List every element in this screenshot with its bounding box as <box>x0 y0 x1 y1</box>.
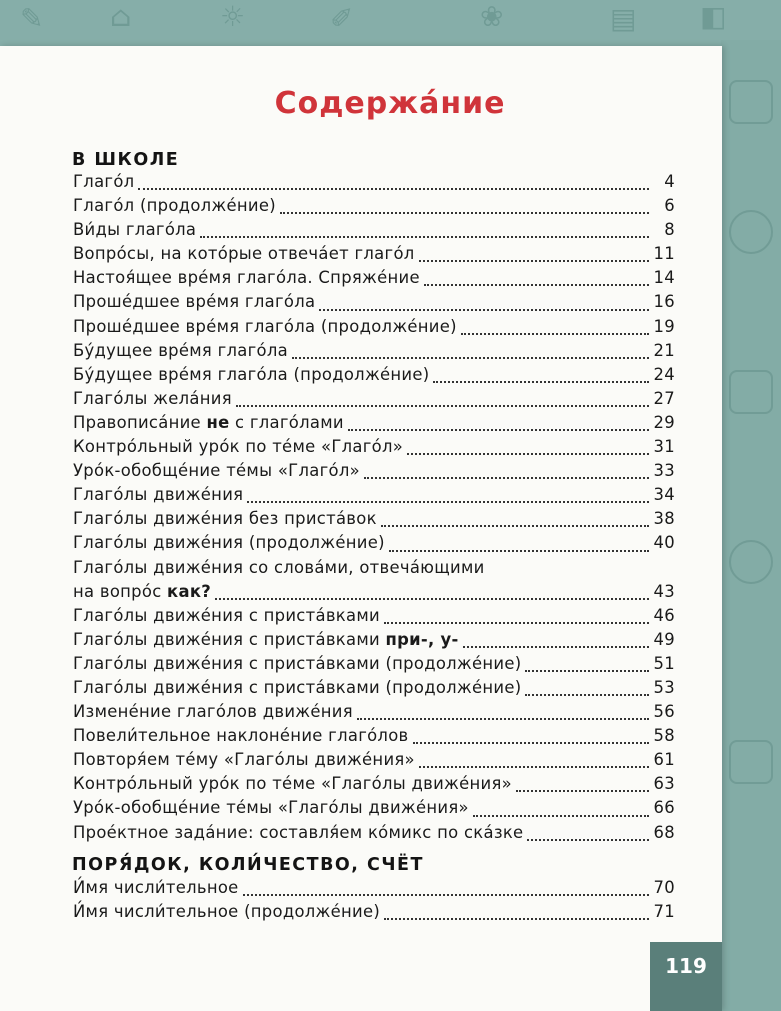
toc-entry-title: Глагóлы движéния с пристáвками (продолжéние) <box>73 653 522 673</box>
toc-entry-title: Урóк-обобщéние тéмы «Глагóл» <box>73 461 360 481</box>
doodle-icon <box>729 740 773 784</box>
toc-entry-title: Глагóлы движéния с пристáвками при-, у- <box>73 629 459 649</box>
toc-page-number: 19 <box>653 316 675 336</box>
page-number: 119 <box>650 942 722 1011</box>
dot-leader <box>419 259 649 262</box>
toc-page-number: 11 <box>653 244 675 264</box>
toc-page-number: 56 <box>653 702 675 722</box>
toc-entry[interactable] <box>73 413 675 437</box>
toc-page-number: 24 <box>653 364 675 384</box>
toc-entry-title: И́мя числи́тельное <box>73 878 239 897</box>
toc-entry-line <box>73 244 675 268</box>
toc-entry-title: Глагóлы движéния без пристáвок <box>73 509 377 529</box>
dot-leader <box>348 428 649 431</box>
toc-entry[interactable] <box>73 878 675 902</box>
toc-entry-line <box>73 365 675 389</box>
toc-page-number: 31 <box>653 437 675 457</box>
toc-entry[interactable] <box>73 798 675 822</box>
toc-entry-title: Проéктное задáние: составля́ем кóмикс по скáзке <box>73 822 524 842</box>
toc-entry-line <box>73 268 675 292</box>
page-title: Содержáние <box>274 86 506 121</box>
dot-leader <box>280 211 649 214</box>
dot-leader <box>473 814 649 817</box>
toc-entry[interactable] <box>73 823 675 847</box>
toc-entry-line <box>73 726 675 750</box>
toc-page-number: 8 <box>664 220 675 240</box>
toc-entry-title: И́мя числи́тельное (продолжéние) <box>73 902 381 922</box>
toc-entry-line <box>73 878 675 902</box>
toc-page-number: 33 <box>653 461 675 481</box>
doodle-icon: ✎ <box>20 2 44 35</box>
toc-entry[interactable] <box>73 220 675 244</box>
dot-leader <box>138 187 649 190</box>
toc-page-number: 43 <box>653 581 675 601</box>
toc-entry-title: Ви́ды глагóла <box>73 220 197 240</box>
toc-entry[interactable] <box>73 606 675 630</box>
toc-page-number: 46 <box>653 605 675 625</box>
toc-entry[interactable] <box>73 172 675 196</box>
toc-page-number: 38 <box>653 509 675 529</box>
toc-entry-title: Повторя́ем тéму «Глагóлы движéния» <box>73 750 415 770</box>
toc-entry-title: Бу́дущее врéмя глагóла <box>73 340 288 360</box>
dot-leader <box>433 380 649 383</box>
toc-entry-line <box>73 292 675 316</box>
dot-leader <box>236 404 649 407</box>
dot-leader <box>407 452 649 455</box>
toc-page-number: 49 <box>653 629 675 649</box>
toc-entry-line <box>73 389 675 413</box>
decorative-top-band <box>0 0 781 46</box>
toc-page-number: 27 <box>653 388 675 408</box>
toc-entry-title: Глагóлы движéния (продолжéние) <box>73 533 385 553</box>
section-heading: В ШКОЛЕ <box>72 150 180 170</box>
table-of-contents <box>73 172 675 847</box>
toc-entry-title: Глагóлы движéния <box>73 485 244 505</box>
toc-entry[interactable] <box>73 750 675 774</box>
toc-entry-line <box>73 413 675 437</box>
dot-leader <box>389 549 649 552</box>
toc-entry[interactable] <box>73 341 675 365</box>
toc-entry[interactable] <box>73 902 675 926</box>
toc-entry-title: Глагóл <box>73 172 135 191</box>
toc-entry[interactable] <box>73 509 675 533</box>
dot-leader <box>384 917 649 920</box>
toc-page-number: 63 <box>653 774 675 794</box>
toc-entry[interactable] <box>73 774 675 798</box>
toc-page-number: 29 <box>653 412 675 432</box>
toc-entry[interactable] <box>73 389 675 413</box>
dot-leader <box>516 789 649 792</box>
toc-page-number: 70 <box>653 878 675 897</box>
toc-entry-line <box>73 774 675 798</box>
toc-entry[interactable] <box>73 702 675 726</box>
dot-leader <box>424 283 649 286</box>
toc-entry[interactable] <box>73 268 675 292</box>
toc-page-number: 71 <box>653 902 675 922</box>
dot-leader <box>413 741 650 744</box>
toc-entry-title: Вопрóсы, на котóрые отвечáет глагóл <box>73 244 415 264</box>
dot-leader <box>200 235 649 238</box>
toc-entry-title: Глагóл (продолжéние) <box>73 196 276 216</box>
toc-page-number: 4 <box>664 172 675 191</box>
toc-page-number: 16 <box>653 292 675 312</box>
toc-entry-line <box>73 172 675 196</box>
toc-entry-line <box>73 437 675 461</box>
decorative-right-band <box>721 40 781 1011</box>
toc-entry-line <box>73 317 675 341</box>
toc-entry[interactable] <box>73 630 675 654</box>
car-doodle-icon: ◧ <box>700 0 727 33</box>
toc-entry-title: Правописáние не с глагóлами <box>73 412 344 432</box>
house-doodle-icon: ⌂ <box>110 0 132 33</box>
dot-leader <box>525 669 649 672</box>
sun-doodle-icon: ☼ <box>220 0 246 33</box>
toc-entry-line: Глагóлы движéния со словáми, отвечáющими <box>73 557 485 577</box>
toc-entry-title: Контрóльный урóк по тéме «Глагóлы движéния» <box>73 774 512 794</box>
toc-entry-line <box>73 823 675 847</box>
pencil-doodle-icon: ✐ <box>330 2 354 35</box>
toc-entry-title: Прошéдшее врéмя глагóла (продолжéние) <box>73 316 457 336</box>
toc-entry-line <box>73 606 675 630</box>
doodle-icon <box>729 210 773 254</box>
toc-entry-title: Настоя́щее врéмя глагóла. Спряжéние <box>73 268 420 288</box>
doodle-icon <box>729 540 773 584</box>
dot-leader <box>364 476 649 479</box>
toc-entry-title: Глагóлы желáния <box>73 388 232 408</box>
toc-entry-title: Контрóльный урóк по тéме «Глагóл» <box>73 437 404 457</box>
toc-page-number: 14 <box>653 268 675 288</box>
toc-page-number: 40 <box>653 533 675 553</box>
toc-entry[interactable] <box>73 292 675 316</box>
toc-entry-title: Глагóлы движéния с пристáвками <box>73 605 380 625</box>
dot-leader <box>461 332 649 335</box>
toc-entry-line <box>73 509 675 533</box>
toc-page-number: 21 <box>653 340 675 360</box>
book-doodle-icon: ▤ <box>610 2 637 35</box>
toc-entry-title: на вопрóс как? <box>73 581 212 601</box>
grapes-doodle-icon: ❀ <box>480 0 504 33</box>
toc-entry-title: Повели́тельное наклонéние глагóлов <box>73 726 409 746</box>
toc-entry-line <box>73 798 675 822</box>
doodle-icon <box>729 80 773 124</box>
dot-leader <box>292 356 649 359</box>
toc-entry[interactable] <box>73 678 675 702</box>
dot-leader <box>525 693 649 696</box>
toc-entry[interactable] <box>73 485 675 509</box>
toc-entry-line <box>73 702 675 726</box>
toc-entry-line <box>73 461 675 485</box>
toc-entry[interactable] <box>73 654 675 678</box>
dot-leader <box>463 645 649 648</box>
toc-page-number: 34 <box>653 485 675 505</box>
dot-leader <box>243 893 649 896</box>
toc-entry-line <box>73 582 675 606</box>
dot-leader <box>215 597 649 600</box>
toc-entry-line <box>73 220 675 244</box>
toc-entry-line <box>73 654 675 678</box>
section-heading: ПОРЯ́ДОК, КОЛИ́ЧЕСТВО, СЧЁТ <box>72 855 424 875</box>
toc-entry-line <box>73 341 675 365</box>
dot-leader <box>527 838 649 841</box>
toc-page-number: 51 <box>653 653 675 673</box>
toc-entry[interactable] <box>73 196 675 220</box>
toc-entry-line <box>73 678 675 702</box>
toc-page-number: 66 <box>653 798 675 818</box>
toc-entry-title: Урóк-обобщéние тéмы «Глагóлы движéния» <box>73 798 469 818</box>
toc-entry-line <box>73 902 675 926</box>
toc-entry-title: Глагóлы движéния с пристáвками (продолжéние) <box>73 677 522 697</box>
dot-leader <box>384 621 649 624</box>
toc-entry[interactable] <box>73 461 675 485</box>
toc-entry-line <box>73 750 675 774</box>
toc-page-number: 61 <box>653 750 675 770</box>
toc-page-number: 58 <box>653 726 675 746</box>
toc-entry-line <box>73 196 675 220</box>
dot-leader <box>319 308 649 311</box>
dot-leader <box>247 500 649 503</box>
toc-page-number: 68 <box>653 822 675 842</box>
doodle-icon <box>729 370 773 414</box>
toc-entry[interactable] <box>73 533 675 557</box>
toc-entry-line <box>73 485 675 509</box>
toc-page-number: 53 <box>653 677 675 697</box>
table-of-contents <box>73 878 675 926</box>
toc-entry[interactable] <box>73 726 675 750</box>
toc-entry[interactable] <box>73 365 675 389</box>
dot-leader <box>419 765 649 768</box>
toc-entry[interactable] <box>73 244 675 268</box>
toc-entry-line <box>73 630 675 654</box>
toc-entry[interactable] <box>73 558 675 606</box>
toc-entry-title: Прошéдшее врéмя глагóла <box>73 292 316 312</box>
dot-leader <box>357 717 649 720</box>
toc-page-number: 6 <box>664 196 675 216</box>
toc-entry[interactable] <box>73 437 675 461</box>
dot-leader <box>381 524 649 527</box>
toc-entry-title: Бу́дущее врéмя глагóла (продолжéние) <box>73 364 430 384</box>
toc-entry-title: Изменéние глагóлов движéния <box>73 702 353 722</box>
toc-entry[interactable] <box>73 317 675 341</box>
toc-entry-line <box>73 533 675 557</box>
